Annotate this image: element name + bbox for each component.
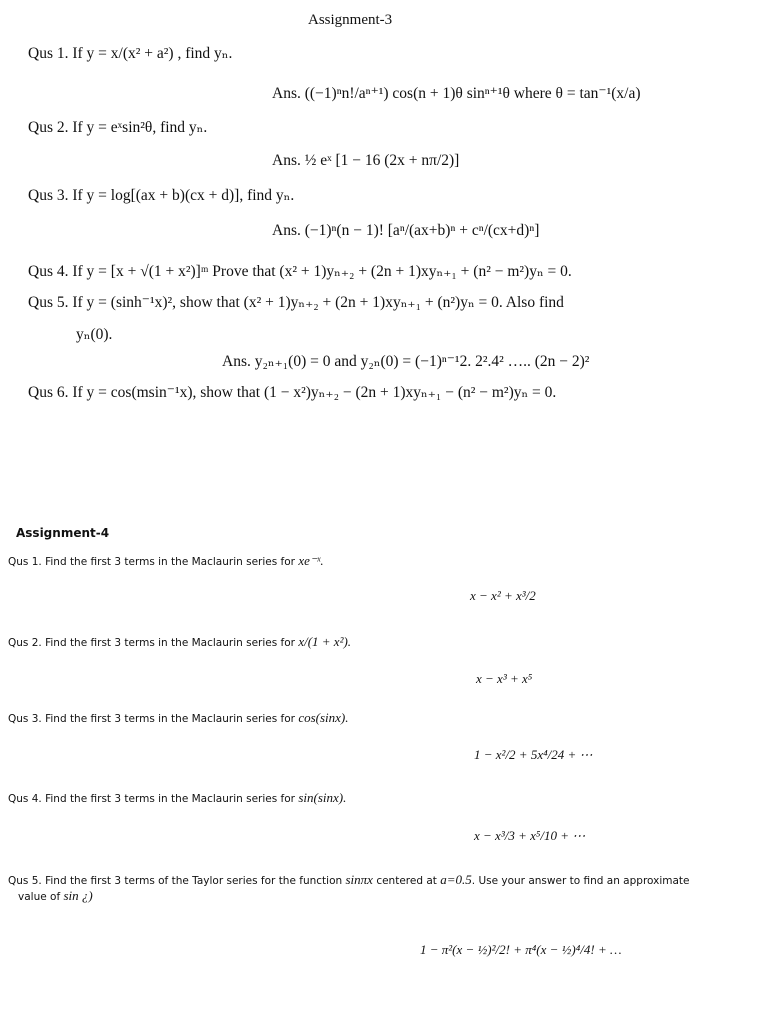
- a3-q1-label: Qus 1.: [28, 45, 69, 62]
- a4-q4-label: Qus 4.: [8, 793, 42, 805]
- a3-q2-answer: Ans. ½ eˣ [1 − 16 (2x + nπ/2)]: [272, 152, 460, 169]
- a4-q5-label: Qus 5.: [8, 875, 42, 887]
- a4-q2-answer: x − x³ + x⁵: [476, 671, 533, 686]
- a4-q2-label: Qus 2.: [8, 637, 42, 649]
- a4-q5-expr: sinπx: [345, 872, 373, 887]
- a4-q3-text: Find the first 3 terms in the Maclaurin series for: [45, 713, 295, 725]
- a4-q3-label: Qus 3.: [8, 713, 42, 725]
- a3-q3-label: Qus 3.: [28, 187, 69, 204]
- a3-q5-label: Qus 5.: [28, 294, 69, 311]
- a3-q2-text: If y = eˣsin²θ, find yₙ.: [72, 119, 208, 136]
- a4-q5-text3: . Use your answer to find an approximate: [471, 875, 690, 887]
- a3-q4-label: Qus 4.: [28, 263, 69, 280]
- a3-q5-continuation: yₙ(0).: [76, 326, 113, 343]
- assignment-4-title: Assignment-4: [16, 526, 110, 540]
- a3-q6-label: Qus 6.: [28, 384, 69, 401]
- a4-q5-text: Find the first 3 terms of the Taylor series for the function: [45, 875, 343, 887]
- a3-q5: [28, 293, 564, 312]
- a4-q3-expr: cos(sinx).: [298, 710, 349, 725]
- a3-q4-text: If y = [x + √(1 + x²)]ᵐ Prove that (x² + 1)yₙ₊₂ + (2n + 1)xyₙ₊₁ + (n² − m²)yₙ = 0.: [72, 263, 572, 280]
- a3-q3-answer: Ans. (−1)ⁿ(n − 1)! [aⁿ/(ax+b)ⁿ + cⁿ/(cx+d)ⁿ]: [272, 222, 540, 239]
- a4-q3: [8, 710, 349, 726]
- a3-q3-text: If y = log[(ax + b)(cx + d)], find yₙ.: [72, 187, 295, 204]
- assignment-3-title: Assignment-3: [308, 12, 393, 28]
- a4-q1-text: Find the first 3 terms in the Maclaurin series for: [45, 556, 295, 568]
- a3-q3: [28, 186, 294, 205]
- a3-q4: [28, 262, 572, 281]
- a4-q2: [8, 634, 351, 650]
- a4-q4-expr: sin(sinx).: [298, 790, 347, 805]
- a4-q5: [8, 872, 690, 888]
- a3-q1-text: If y = x/(x² + a²) , find yₙ.: [72, 45, 233, 62]
- a4-q5-continuation-line: [18, 888, 93, 904]
- a4-q1-expr: xe⁻ˣ.: [298, 553, 324, 568]
- a4-q5-continuation-expr: sin ¿): [63, 888, 93, 903]
- a3-q5-text: If y = (sinh⁻¹x)², show that (x² + 1)yₙ₊₂ + (2n + 1)xyₙ₊₁ + (n²)yₙ = 0. Also find: [72, 294, 564, 311]
- a3-q6-text: If y = cos(msin⁻¹x), show that (1 − x²)yₙ₊₂ − (2n + 1)xyₙ₊₁ − (n² − m²)yₙ = 0.: [72, 384, 557, 401]
- a4-q5-answer: 1 − π²(x − ½)²/2! + π⁴(x − ½)⁴/4! + …: [420, 942, 622, 957]
- a4-q5-continuation: value of: [18, 891, 61, 903]
- a3-q1-answer: Ans. ((−1)ⁿn!/aⁿ⁺¹) cos(n + 1)θ sinⁿ⁺¹θ where θ = tan⁻¹(x/a): [272, 85, 641, 102]
- a3-q1: [28, 44, 232, 63]
- a4-q1-answer: x − x² + x³/2: [470, 588, 536, 603]
- a4-q4: [8, 790, 346, 806]
- a4-q4-answer: x − x³/3 + x⁵/10 + ⋯: [474, 828, 586, 843]
- a4-q3-answer: 1 − x²/2 + 5x⁴/24 + ⋯: [474, 747, 593, 762]
- a4-q2-expr: x/(1 + x²).: [298, 634, 352, 649]
- a4-q4-text: Find the first 3 terms in the Maclaurin series for: [45, 793, 295, 805]
- a3-q6: [28, 383, 556, 402]
- a3-q2-label: Qus 2.: [28, 119, 69, 136]
- a4-q2-text: Find the first 3 terms in the Maclaurin series for: [45, 637, 295, 649]
- a4-q5-expr2: a=0.5: [440, 872, 472, 887]
- a3-q5-answer: Ans. y₂ₙ₊₁(0) = 0 and y₂ₙ(0) = (−1)ⁿ⁻¹2. 2².4² ….. (2n − 2)²: [222, 353, 590, 370]
- a4-q1-label: Qus 1.: [8, 556, 42, 568]
- a3-q2: [28, 118, 207, 137]
- a4-q1: [8, 553, 324, 569]
- a4-q5-text2: centered at: [376, 875, 437, 887]
